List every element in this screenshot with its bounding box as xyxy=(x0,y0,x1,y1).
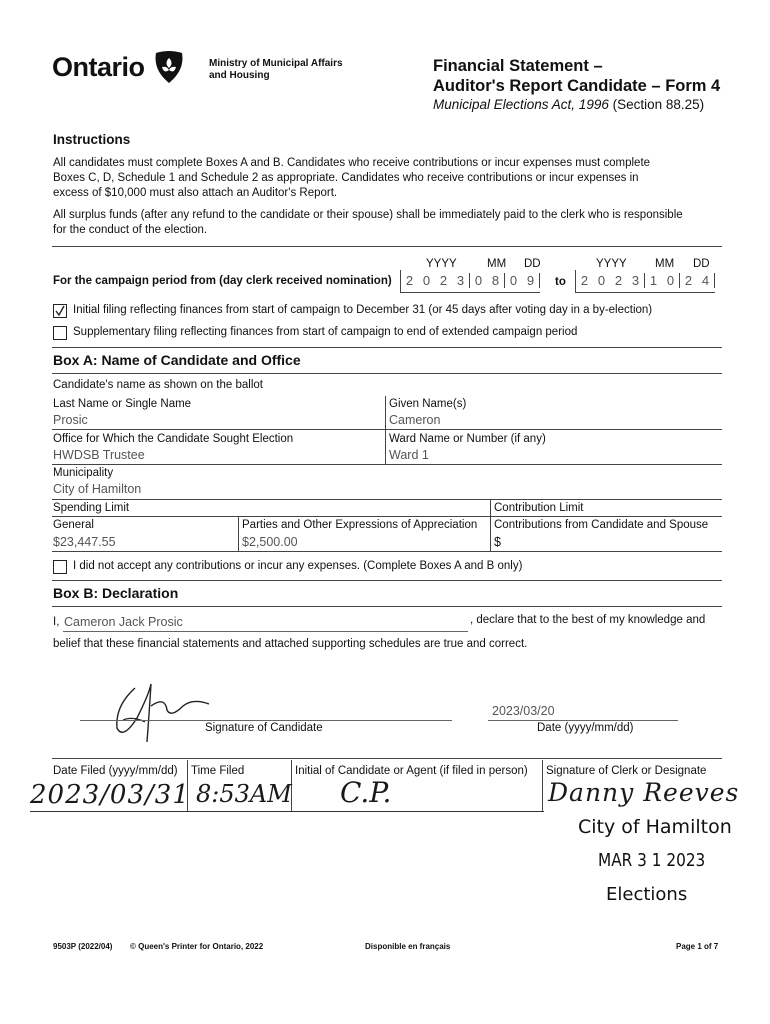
divider xyxy=(52,516,490,517)
divider xyxy=(52,758,722,759)
copyright: © Queen's Printer for Ontario, 2022 xyxy=(130,942,264,951)
clerk-signature-value[interactable]: Danny Reeves xyxy=(548,778,740,807)
date-digit: 0 xyxy=(422,273,431,288)
last-name-label: Last Name or Single Name xyxy=(53,398,192,410)
instructions-heading: Instructions xyxy=(53,132,131,147)
no-contributions-label: I did not accept any contributions or incur any expenses. (Complete Boxes A and B only) xyxy=(73,560,523,572)
trillium-logo-icon xyxy=(152,50,186,84)
ward-value[interactable]: Ward 1 xyxy=(389,448,429,462)
initial-label: Initial of Candidate or Agent (if filed in person) xyxy=(295,765,528,777)
from-date-field[interactable] xyxy=(400,270,540,293)
divider xyxy=(238,516,239,552)
divider xyxy=(52,606,722,607)
date-digit: 2 xyxy=(684,273,693,288)
ward-label: Ward Name or Number (if any) xyxy=(389,433,546,445)
divider xyxy=(490,500,491,552)
divider xyxy=(52,347,722,348)
contributions-label: Contributions from Candidate and Spouse xyxy=(494,519,709,531)
to-date-field[interactable] xyxy=(575,270,715,293)
date-filed-label: Date Filed (yyyy/mm/dd) xyxy=(53,765,178,777)
i-label: I, xyxy=(53,616,60,628)
given-name-value[interactable]: Cameron xyxy=(389,413,441,427)
initials-value[interactable]: C.P. xyxy=(340,776,392,809)
french-version-link[interactable]: Disponible en français xyxy=(365,942,451,951)
divider xyxy=(52,464,722,465)
instructions-paragraph-2: All surplus funds (after any refund to the candidate or their spouse) shall be immediately paid to the clerk who is responsible for the conduct of the election. xyxy=(53,209,683,236)
divider xyxy=(52,429,722,430)
date-digit: 0 xyxy=(597,273,606,288)
time-filed-label: Time Filed xyxy=(191,765,245,777)
parties-value[interactable]: $2,500.00 xyxy=(242,535,298,549)
to-yyyy-label: YYYY xyxy=(596,258,627,270)
last-name-value[interactable]: Prosic xyxy=(53,413,88,427)
box-b-heading: Box B: Declaration xyxy=(53,585,179,601)
divider xyxy=(385,396,386,464)
divider xyxy=(52,551,722,552)
signature-line xyxy=(80,720,452,721)
date-digit: 3 xyxy=(627,273,645,288)
date-digit: 1 xyxy=(649,273,658,288)
ontario-logo-text: Ontario xyxy=(52,52,145,82)
candidate-signature[interactable] xyxy=(105,676,215,746)
to-dd-label: DD xyxy=(693,258,710,270)
parties-label: Parties and Other Expressions of Appreciation xyxy=(242,519,478,531)
stamp-elections: Elections xyxy=(606,884,688,905)
stamp-city: City of Hamilton xyxy=(578,816,732,838)
date-digit: 2 xyxy=(405,273,414,288)
contribution-limit-label: Contribution Limit xyxy=(494,502,584,514)
instructions-paragraph-1: All candidates must complete Boxes A and B. Candidates who receive contributions or incur expenses must complete Boxes C, D, Schedule 1 and Schedule 2 as appropriate. Candidates who receive contributions or incur expenses in excess of $10,000 must also attach an Auditor's Report. xyxy=(53,157,651,199)
campaign-period-label: For the campaign period from (day clerk received nomination) xyxy=(53,275,392,287)
date-digit: 2 xyxy=(614,273,623,288)
divider xyxy=(490,516,722,517)
initial-filing-label: Initial filing reflecting finances from start of campaign to December 31 (or 45 days after voting day in a by-election) xyxy=(73,304,653,316)
divider xyxy=(542,760,543,812)
act-reference: Municipal Elections Act, 1996 (Section 88.25) xyxy=(433,97,705,112)
date-line xyxy=(488,720,678,721)
spending-limit-label: Spending Limit xyxy=(53,502,130,514)
belief-text: belief that these financial statements and attached supporting schedules are true and correct. xyxy=(53,638,528,650)
form-title: Financial Statement – Auditor's Report Candidate – Form 4 xyxy=(433,57,721,95)
divider xyxy=(52,499,722,500)
date-digit: 0 xyxy=(662,273,680,288)
initial-filing-checkbox[interactable] xyxy=(53,304,67,318)
municipality-value[interactable]: City of Hamilton xyxy=(53,482,142,496)
from-mm-label: MM xyxy=(487,258,507,270)
signature-label: Signature of Candidate xyxy=(205,722,323,734)
declaration-date-value[interactable]: 2023/03/20 xyxy=(492,704,555,718)
divider xyxy=(52,246,722,247)
ministry-name: Ministry of Municipal Affairs and Housing xyxy=(209,58,343,81)
name-underline xyxy=(63,631,468,632)
date-digit: 4 xyxy=(697,273,715,288)
supplementary-filing-label: Supplementary filing reflecting finances from start of campaign to end of extended campaign period xyxy=(73,326,578,338)
checkmark-icon xyxy=(54,305,66,317)
given-name-label: Given Name(s) xyxy=(389,398,467,410)
from-yyyy-label: YYYY xyxy=(426,258,457,270)
no-contributions-checkbox[interactable] xyxy=(53,560,67,574)
date-label: Date (yyyy/mm/dd) xyxy=(537,722,634,734)
municipality-label: Municipality xyxy=(53,467,114,479)
declarant-name-value[interactable]: Cameron Jack Prosic xyxy=(64,615,183,629)
date-digit: 3 xyxy=(452,273,470,288)
date-digit: 8 xyxy=(487,273,505,288)
general-value[interactable]: $23,447.55 xyxy=(53,535,116,549)
contributions-value[interactable]: $ xyxy=(494,535,501,549)
date-digit: 9 xyxy=(522,273,540,288)
supplementary-filing-checkbox[interactable] xyxy=(53,326,67,340)
stamp-date: MAR 3 1 2023 xyxy=(598,850,706,871)
box-a-heading: Box A: Name of Candidate and Office xyxy=(53,352,301,368)
general-label: General xyxy=(53,519,94,531)
divider xyxy=(30,811,544,812)
page-number: Page 1 of 7 xyxy=(676,942,719,951)
divider xyxy=(52,373,722,374)
ballot-name-label: Candidate's name as shown on the ballot xyxy=(53,379,263,391)
date-digit: 0 xyxy=(474,273,483,288)
office-label: Office for Which the Candidate Sought Election xyxy=(53,433,294,445)
to-label: to xyxy=(555,276,566,288)
divider xyxy=(52,580,722,581)
date-filed-value[interactable]: 2023/03/31 xyxy=(30,780,190,810)
to-mm-label: MM xyxy=(655,258,675,270)
time-filed-value[interactable]: 8:53AM xyxy=(196,780,292,808)
clerk-signature-label: Signature of Clerk or Designate xyxy=(546,765,707,777)
date-digit: 2 xyxy=(580,273,589,288)
declare-text: , declare that to the best of my knowledge and xyxy=(470,614,706,626)
date-digit: 2 xyxy=(439,273,448,288)
form-code: 9503P (2022/04) xyxy=(53,942,113,951)
from-dd-label: DD xyxy=(524,258,541,270)
office-value[interactable]: HWDSB Trustee xyxy=(53,448,145,462)
date-digit: 0 xyxy=(509,273,518,288)
